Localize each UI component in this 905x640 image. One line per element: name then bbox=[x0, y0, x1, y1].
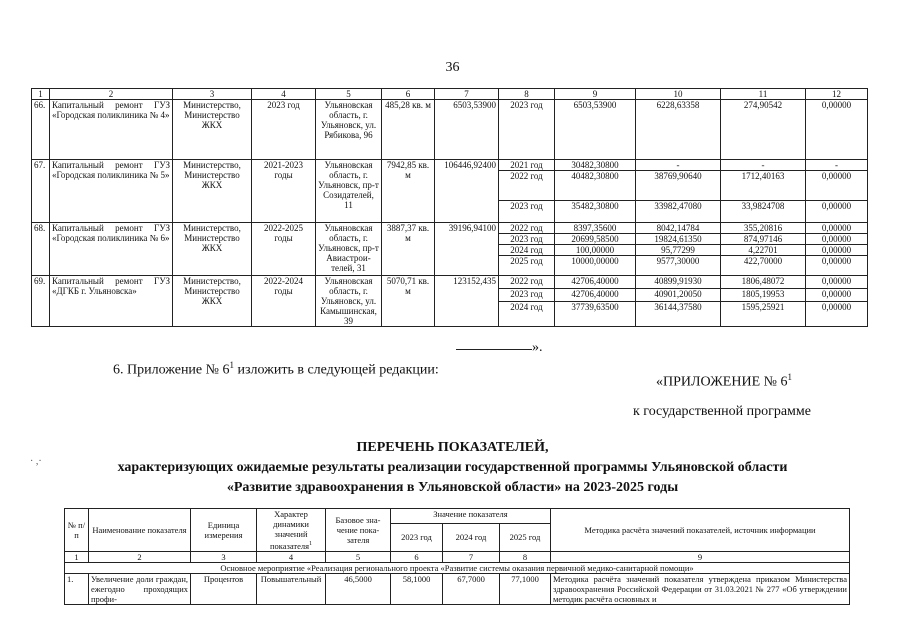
object-name: Капитальный ремонт ГУЗ «Городская поликлиника № 5» bbox=[50, 160, 173, 223]
margin-mark: · ,· bbox=[30, 456, 42, 467]
area: 3887,37 кв. м bbox=[382, 223, 435, 276]
amount-regional: 422,70000 bbox=[721, 256, 806, 276]
column-number: 5 bbox=[316, 89, 382, 100]
amount-total: 35482,30800 bbox=[555, 201, 636, 223]
row-dynamics: Повышательный bbox=[257, 573, 326, 604]
amount-total: 42706,40000 bbox=[555, 276, 636, 289]
appendix-subtitle: к государственной программе bbox=[633, 404, 811, 419]
table-row bbox=[32, 100, 868, 160]
amount-other: 0,00000 bbox=[806, 223, 868, 234]
column-number: 4 bbox=[257, 551, 326, 562]
responsible: Министерство, Министерство ЖКХ bbox=[173, 276, 252, 327]
period: 2022-2025 годы bbox=[252, 223, 316, 276]
amount-federal: 8042,14784 bbox=[636, 223, 721, 234]
object-name: Капитальный ремонт ГУЗ «Городская поликлиника № 6» bbox=[50, 223, 173, 276]
amount-federal: 38769,90640 bbox=[636, 171, 721, 201]
row-number: 68. bbox=[32, 223, 50, 276]
amount-regional: 1806,48072 bbox=[721, 276, 806, 289]
object-name: Капитальный ремонт ГУЗ «Городская поликлиника № 4» bbox=[50, 100, 173, 160]
amount-federal: 95,77299 bbox=[636, 245, 721, 256]
amount-federal: 9577,30000 bbox=[636, 256, 721, 276]
amount-regional: 1805,19953 bbox=[721, 288, 806, 301]
period: 2022-2024 годы bbox=[252, 276, 316, 327]
row-2023: 58,1000 bbox=[391, 573, 443, 604]
signature-line bbox=[456, 348, 532, 350]
address: Ульяновская область, г. Ульяновск, ул. Камышинская, 39 bbox=[316, 276, 382, 327]
indicators-table bbox=[64, 508, 850, 605]
section-row: Основное мероприятие «Реализация регионального проекта «Развитие системы оказания первичной медико-санитарной помощи» bbox=[65, 562, 850, 573]
amount-total: 20699,58500 bbox=[555, 234, 636, 245]
address: Ульяновская область, г. Ульяновск, ул. Рябикова, 96 bbox=[316, 100, 382, 160]
amount-other: 0,00000 bbox=[806, 201, 868, 223]
header-year-2023: 2023 год bbox=[391, 523, 443, 551]
document-title: ПЕРЕЧЕНЬ ПОКАЗАТЕЛЕЙ, bbox=[356, 440, 549, 455]
column-number: 12 bbox=[806, 89, 868, 100]
budget-table bbox=[31, 88, 868, 327]
address: Ульяновская область, г. Ульяновск, пр-т Авиастроителей, 31 bbox=[316, 223, 382, 276]
object-name: Капитальный ремонт ГУЗ «ДГКБ г. Ульяновска» bbox=[50, 276, 173, 327]
total-cost: 6503,53900 bbox=[435, 100, 499, 160]
year: 2023 год bbox=[499, 201, 555, 223]
amount-regional: 4,22701 bbox=[721, 245, 806, 256]
amount-regional: 1595,25921 bbox=[721, 301, 806, 327]
amount-federal: 36144,37580 bbox=[636, 301, 721, 327]
amount-total: 42706,40000 bbox=[555, 288, 636, 301]
row-unit: Процентов bbox=[191, 573, 257, 604]
amount-other: 0,00000 bbox=[806, 276, 868, 289]
item-6-text: 6. Приложение № $6^1$ изложить в следующей редакции: bbox=[113, 360, 439, 378]
year: 2024 год bbox=[499, 245, 555, 256]
column-number: 1 bbox=[65, 551, 89, 562]
table-row bbox=[32, 223, 868, 234]
amount-other: 0,00000 bbox=[806, 100, 868, 160]
amount-federal: 19824,61350 bbox=[636, 234, 721, 245]
row-number: 69. bbox=[32, 276, 50, 327]
year: 2023 год bbox=[499, 234, 555, 245]
header-unit: Единица измерения bbox=[191, 509, 257, 552]
responsible: Министерство, Министерство ЖКХ bbox=[173, 100, 252, 160]
header-name: Наименование показателя bbox=[89, 509, 191, 552]
amount-federal: - bbox=[636, 160, 721, 171]
column-number: 3 bbox=[173, 89, 252, 100]
area: 485,28 кв. м bbox=[382, 100, 435, 160]
amount-other: 0,00000 bbox=[806, 301, 868, 327]
amount-federal: 33982,47080 bbox=[636, 201, 721, 223]
year: 2024 год bbox=[499, 301, 555, 327]
table-row bbox=[32, 276, 868, 289]
column-number: 6 bbox=[391, 551, 443, 562]
document-subtitle-1: характеризующих ожидаемые результаты реализации государственной программы Ульяновской области bbox=[117, 460, 788, 475]
amount-regional: 355,20816 bbox=[721, 223, 806, 234]
header-year-2025: 2025 год bbox=[500, 523, 551, 551]
year: 2021 год bbox=[499, 160, 555, 171]
column-number: 6 bbox=[382, 89, 435, 100]
column-number: 10 bbox=[636, 89, 721, 100]
header-base: Базовое значение показателя bbox=[326, 509, 391, 552]
column-number: 1 bbox=[32, 89, 50, 100]
column-number: 5 bbox=[326, 551, 391, 562]
row-no: 1. bbox=[65, 573, 89, 604]
responsible: Министерство, Министерство ЖКХ bbox=[173, 223, 252, 276]
year: 2022 год bbox=[499, 223, 555, 234]
column-number: 7 bbox=[443, 551, 500, 562]
row-base: 46,5000 bbox=[326, 573, 391, 604]
total-cost: 106446,92400 bbox=[435, 160, 499, 223]
total-cost: 123152,435 bbox=[435, 276, 499, 327]
header-value: Значение показателя bbox=[391, 509, 551, 524]
amount-other: 0,00000 bbox=[806, 245, 868, 256]
area: 7942,85 кв. м bbox=[382, 160, 435, 223]
row-method: Методика расчёта значений показателя утверждена приказом Министерства здравоохранения Российской Федерации от 31.03.2021 № 277 «Об утверждении методик расчёта основных и bbox=[551, 573, 850, 604]
amount-total: 30482,30800 bbox=[555, 160, 636, 171]
document-subtitle-2: «Развитие здравоохранения в Ульяновской области» на 2023-2025 годы bbox=[226, 480, 679, 495]
area: 5070,71 кв. м bbox=[382, 276, 435, 327]
amount-other: - bbox=[806, 160, 868, 171]
row-2024: 67,7000 bbox=[443, 573, 500, 604]
amount-total: 100,00000 bbox=[555, 245, 636, 256]
address: Ульяновская область, г. Ульяновск, пр-т Созидателей, 11 bbox=[316, 160, 382, 223]
amount-other: 0,00000 bbox=[806, 171, 868, 201]
column-number: 2 bbox=[89, 551, 191, 562]
total-cost: 39196,94100 bbox=[435, 223, 499, 276]
amount-total: 6503,53900 bbox=[555, 100, 636, 160]
column-number: 3 bbox=[191, 551, 257, 562]
column-number: 2 bbox=[50, 89, 173, 100]
amount-other: 0,00000 bbox=[806, 234, 868, 245]
amount-regional: 1712,40163 bbox=[721, 171, 806, 201]
amount-regional: 874,97146 bbox=[721, 234, 806, 245]
year: 2025 год bbox=[499, 256, 555, 276]
amount-federal: 40899,91930 bbox=[636, 276, 721, 289]
column-number: 4 bbox=[252, 89, 316, 100]
column-numbers-row bbox=[32, 89, 868, 100]
year: 2022 год bbox=[499, 171, 555, 201]
amount-other: 0,00000 bbox=[806, 288, 868, 301]
closing-quote: ». bbox=[532, 340, 543, 355]
column-number: 7 bbox=[435, 89, 499, 100]
year: 2023 год bbox=[499, 100, 555, 160]
responsible: Министерство, Министерство ЖКХ bbox=[173, 160, 252, 223]
row-2025: 77,1000 bbox=[500, 573, 551, 604]
row-name: Увеличение доли граждан, ежегодно проходящих профи- bbox=[89, 573, 191, 604]
header-dynamics: Характер динамики значений показателя$^1$ bbox=[257, 509, 326, 552]
amount-federal: 40901,20050 bbox=[636, 288, 721, 301]
amount-regional: 33,9824708 bbox=[721, 201, 806, 223]
header-year-2024: 2024 год bbox=[443, 523, 500, 551]
amount-total: 10000,00000 bbox=[555, 256, 636, 276]
amount-federal: 6228,63358 bbox=[636, 100, 721, 160]
year: 2023 год bbox=[499, 288, 555, 301]
period: 2023 год bbox=[252, 100, 316, 160]
amount-total: 40482,30800 bbox=[555, 171, 636, 201]
page-number: 36 bbox=[445, 60, 460, 75]
column-number: 8 bbox=[500, 551, 551, 562]
amount-total: 37739,63500 bbox=[555, 301, 636, 327]
amount-regional: - bbox=[721, 160, 806, 171]
year: 2022 год bbox=[499, 276, 555, 289]
amount-other: 0,00000 bbox=[806, 256, 868, 276]
column-number: 11 bbox=[721, 89, 806, 100]
header-no: № п/п bbox=[65, 509, 89, 552]
row-number: 66. bbox=[32, 100, 50, 160]
amount-total: 8397,35600 bbox=[555, 223, 636, 234]
column-number: 9 bbox=[555, 89, 636, 100]
table-row bbox=[32, 160, 868, 171]
header-method: Методика расчёта значений показателей, источник информации bbox=[551, 509, 850, 552]
amount-regional: 274,90542 bbox=[721, 100, 806, 160]
row-number: 67. bbox=[32, 160, 50, 223]
column-number: 8 bbox=[499, 89, 555, 100]
column-number: 9 bbox=[551, 551, 850, 562]
period: 2021-2023 годы bbox=[252, 160, 316, 223]
appendix-label: «ПРИЛОЖЕНИЕ № $6^1$ bbox=[656, 372, 792, 390]
